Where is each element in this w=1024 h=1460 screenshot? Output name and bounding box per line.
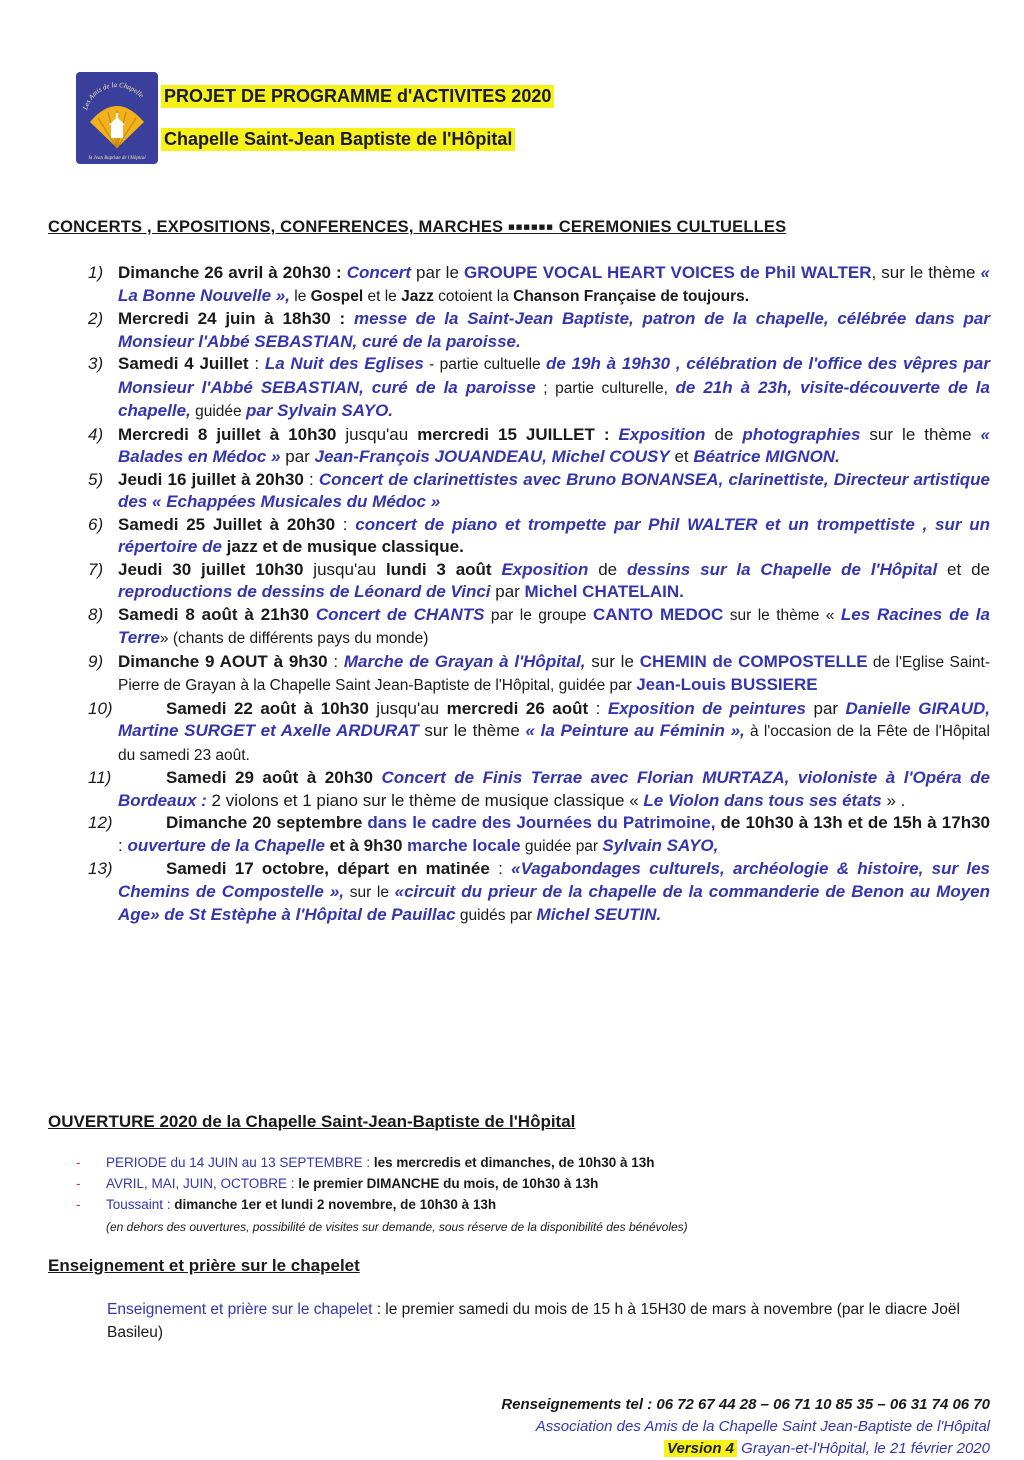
section-opening-heading: OUVERTURE 2020 de la Chapelle Saint-Jean-Baptiste de l'Hôpital [48,1112,576,1131]
activity-text-run: sur un répertoire de [118,514,991,556]
activity-text-run: Dimanche 20 septembre [166,813,368,832]
activity-text-run: - partie cultuelle [423,356,546,373]
activity-number: 4) [88,424,104,444]
activity-text-run: par le [411,263,464,282]
logo-bottom-text: St Jean Baptiste de l'Hôpital [88,156,146,161]
activity-text-run: sur le thème [860,424,981,444]
activity-list [88,262,990,928]
activity-number: 12) [88,813,113,832]
footer-phone-label: Renseignements tel : [501,1396,653,1413]
activity-text [118,560,990,602]
footer-association: Association des Amis de la Chapelle Saint Jean-Baptiste de l'Hôpital [535,1418,990,1435]
activity-text-run: par [490,582,525,601]
activity-text-run: Béatrice MIGNON. [693,447,840,466]
activity-text-run: « la Peinture au Féminin », [525,721,745,740]
activity-text-run: Samedi 22 août à 10h30 [166,698,369,718]
activity-text-run: Le Violon dans tous ses états [643,790,882,810]
association-logo [76,72,158,164]
activity-text-run: guidée par [520,837,603,855]
activity-text-run: sur le [344,883,395,901]
activity-text-run: Samedi 4 Juillet [118,354,249,373]
activity-text-run: Marche de Grayan à l'Hôpital, [343,651,586,671]
opening-row [76,1173,996,1194]
activity-number: 5) [88,469,104,489]
activity-text-run: jusqu'au [368,698,447,718]
activity-text-run: marche locale [407,835,521,855]
activity-number: 7) [88,559,104,579]
activity-item [88,308,990,353]
bullet-dash: - [76,1176,81,1191]
activity-text [118,813,990,855]
activity-text-run: : [327,651,344,671]
teaching-label: Enseignement et prière sur le chapelet [107,1301,373,1318]
activity-text-run: de 19h à 19h30 , célébration de l'office des vêpres par Monsieur l'Abbé SEBASTIAN, curé de la paroisse [118,354,990,397]
activity-text-run: Danielle GIRAUD, Martine SURGET et Axelle ARDURAT [118,698,990,740]
activity-text-run: sur le thème « [723,606,841,624]
bullet-dash: - [76,1155,81,1170]
activity-text-run: par [280,447,315,466]
activity-text-run: par Sylvain SAYO. [245,401,394,420]
activity-text-run: et le [363,287,402,305]
activity-text-run: Mercredi 8 juillet à 10h30 [118,424,337,444]
activity-item [88,812,990,858]
opening-period-text: les mercredis et dimanches, de 10h30 à 13h [370,1155,655,1170]
activity-text-run: mercredi 26 août [446,698,589,718]
activity-text-run: par le groupe [484,606,594,624]
activity-text-run: jusqu'au [336,424,418,444]
activity-text-run: de 21h à 23h, visite-découverte de la chapelle, [118,377,990,420]
activity-text-run: mercredi 15 JUILLET : [417,424,619,444]
activity-text-run: lundi 3 août [385,559,502,579]
activity-item [88,353,990,424]
activity-number: 3) [88,354,104,373]
bullet-dash: - [76,1197,81,1212]
activity-text-run: reproductions de dessins de Léonard de Vinci [118,582,491,601]
activity-text-run: Samedi 17 octobre, départ en matinée [166,859,490,878]
activity-text-run: messe de la Saint-Jean Baptiste, patron de la chapelle, célébrée dans par Monsieur l'Abbé SEBASTIAN, curé de la paroisse. [118,309,990,351]
activity-text-run: Concert [346,263,411,282]
activity-text-run: et de [937,559,990,579]
activity-text-run: : [588,698,608,718]
activity-text-run: GROUPE VOCAL HEART VOICES de Phil WALTER [463,263,872,282]
activity-number: 8) [88,604,104,624]
activity-text-run: de 10h30 à 13h et de 15h à 17h30 [715,813,990,832]
activity-text-run: Samedi 8 août à 21h30 [118,604,316,624]
activity-item [88,767,990,812]
activity-text-run: « La Bonne Nouvelle », [118,263,990,305]
activity-text [118,652,990,695]
activity-text [118,263,990,305]
activity-text-run: de [588,559,627,579]
activity-number: 10) [88,698,113,718]
activity-item [88,514,990,559]
activity-text-run: Dimanche 26 avril à 20h30 : [118,263,347,282]
activity-text-run: Exposition de peintures [607,698,807,718]
activity-text-run: concert de piano et trompette par Phil WALTER et un trompettiste , [355,514,928,534]
footer-place-date: Grayan-et-l'Hôpital, le 21 février 2020 [737,1440,990,1457]
opening-row [76,1152,996,1173]
activity-text-run: dessins sur la Chapelle de l'Hôpital [626,559,938,579]
activity-text-run: » (chants de différents pays du monde) [159,630,429,647]
activity-text-run: » . [881,790,906,810]
activity-text-run: guidés par [455,907,537,924]
footer-version-line [501,1438,990,1460]
activity-text-run: Michel SEUTIN. [536,905,662,924]
activity-text-run: : [303,469,319,489]
activity-text-run: : [248,354,265,373]
activity-text-run: sur le thème [418,721,526,740]
activity-text-run: , sur le thème [871,263,981,282]
activity-text [118,309,990,351]
activity-text-run: cotoient la [433,287,514,305]
activity-text-run: Jeudi 16 juillet à 20h30 [118,469,304,489]
activity-text-run: Les Racines de la Terre [118,604,990,647]
opening-period-text: dimanche 1er et lundi 2 novembre, de 10h30 à 13h [170,1197,497,1212]
opening-period-label: PERIODE du 14 JUIN au 13 SEPTEMBRE : [106,1155,371,1170]
activity-text-run: Jazz [401,287,434,305]
activity-number: 2) [88,309,104,328]
teaching-text: : le premier samedi du mois de 15 h à 15H30 de mars à novembre (par le diacre Joël Basileu) [107,1301,960,1341]
teaching-paragraph [107,1298,987,1344]
activity-text-run: Sylvain SAYO, [602,835,719,855]
activity-text-run: Concert de Finis Terrae avec Florian MURTAZA, violoniste à l'Opéra de Bordeaux : [118,768,990,810]
activity-text [118,699,990,764]
activity-text-run: jazz et de musique classique. [226,537,464,556]
activity-text-run: «Vagabondages culturels, archéologie & histoire, sur les Chemins de Compostelle », [118,859,991,901]
activity-text-run: guidée [190,403,246,420]
section-activities-left: CONCERTS , EXPOSITIONS, CONFERENCES, MARCHES [48,218,504,236]
activity-text-run: : [335,514,356,534]
section-activities-right: CEREMONIES CULTUELLES [558,218,787,236]
activity-text-run: CHEMIN de COMPOSTELLE [639,651,868,671]
activity-text-run: jusqu'au [303,559,386,579]
footer-phone-line [501,1394,990,1416]
activity-text [118,605,990,648]
activity-item [88,858,990,928]
opening-period-label: AVRIL, MAI, JUIN, OCTOBRE : [106,1176,295,1191]
activity-number: 1) [88,263,104,282]
activity-text-run: La Nuit des Eglises [264,354,424,373]
activity-text [118,354,990,420]
activity-item [88,469,990,514]
activity-item [88,698,990,768]
activity-text-run: sur le [585,651,640,671]
version-badge: Version 4 [664,1440,737,1457]
activity-text-run: Samedi 29 août à 20h30 [166,768,382,787]
activity-text-run: photographies [742,424,861,444]
activity-text-run: et [669,447,694,466]
activity-text-run: Chanson Française de toujours. [513,287,750,305]
activity-text-run: de l'Eglise Saint-Pierre de Grayan à la Chapelle Saint Jean-Baptiste de l'Hôpital, guidée par [118,653,991,694]
activity-text-run: Jean-Louis BUSSIERE [636,675,818,694]
shell-chapel-icon [76,72,158,164]
activity-text-run: : [489,859,512,878]
activity-text-run: Exposition [501,559,589,579]
logo-arc-text: Les Amis de la Chapelle [81,80,146,111]
activity-number: 11) [88,768,112,787]
page-subtitle: Chapelle Saint-Jean Baptiste de l'Hôpital [161,128,515,151]
section-activities-heading [48,218,786,237]
activity-text-run: Mercredi 24 juin à 18h30 : [118,309,354,328]
activity-text-run: de [705,424,743,444]
activity-text [118,425,990,467]
activity-number: 9) [88,651,104,671]
activity-text [118,515,990,557]
activity-text-run: ; partie culturelle, [535,379,676,397]
footer-phone-numbers: 06 72 67 44 28 – 06 71 10 85 35 – 06 31 74 06 70 [652,1396,990,1413]
activity-number: 13) [88,859,113,878]
activity-text [118,768,990,810]
activity-text-run: Michel CHATELAIN. [524,582,684,601]
activity-text-run: dans le cadre des Journées du Patrimoine, [367,813,716,832]
opening-row [76,1194,996,1215]
activity-text-run: : [118,835,128,855]
activity-text-run: Concert de CHANTS [315,604,485,624]
activity-item [88,604,990,651]
activity-text [118,470,990,512]
opening-note: (en dehors des ouvertures, possibilité de visites sur demande, sous réserve de la disponibilité des bénévoles) [106,1220,688,1234]
activity-text-run: «circuit du prieur de la chapelle de la commanderie de Benon au Moyen Age» de St Estèphe à l'Hôpital de Pauillac [118,881,990,924]
activity-text-run: CANTO MEDOC [593,604,724,624]
activity-text-run: Concert de clarinettistes avec Bruno BONANSEA, clarinettiste, Directeur artistique des « Echappées Musicales du Médoc » [118,469,990,511]
activity-text-run: le [289,287,311,305]
activity-text-run: Exposition [618,424,706,444]
activity-text-run: « Balades en Médoc » [118,424,990,466]
activity-number: 6) [88,514,104,534]
activity-text-run: ouverture de la Chapelle [127,835,325,855]
footer [501,1394,990,1460]
separator-glyphs: ■■■■■■ [508,221,554,234]
activity-text-run: par [806,698,846,718]
page-title: PROJET DE PROGRAMME d'ACTIVITES 2020 [161,85,554,108]
activity-text-run: 2 violons et 1 piano sur le thème de musique classique « [206,790,644,810]
activity-text-run: Samedi 25 Juillet à 20h30 [118,514,336,534]
activity-item [88,559,990,604]
activity-text-run: Jeudi 30 juillet 10h30 [118,559,304,579]
activity-text-run: Dimanche 9 AOUT à 9h30 [118,651,328,671]
activity-text [118,859,990,924]
activity-text-run: à l'occasion de la Fête de l'Hôpital du samedi 23 août. [118,723,990,764]
activity-item [88,651,990,698]
activity-text-run: et à 9h30 [324,835,408,855]
opening-period-label: Toussaint : [106,1197,171,1212]
activity-text-run: Gospel [310,287,364,305]
opening-period-text: le premier DIMANCHE du mois, de 10h30 à 13h [294,1176,599,1191]
activity-item [88,424,990,469]
activity-text-run: Jean-François JOUANDEAU, Michel COUSY [314,447,670,466]
activity-item [88,262,990,308]
section-teaching-heading: Enseignement et prière sur le chapelet [48,1256,360,1275]
opening-list [76,1152,996,1238]
